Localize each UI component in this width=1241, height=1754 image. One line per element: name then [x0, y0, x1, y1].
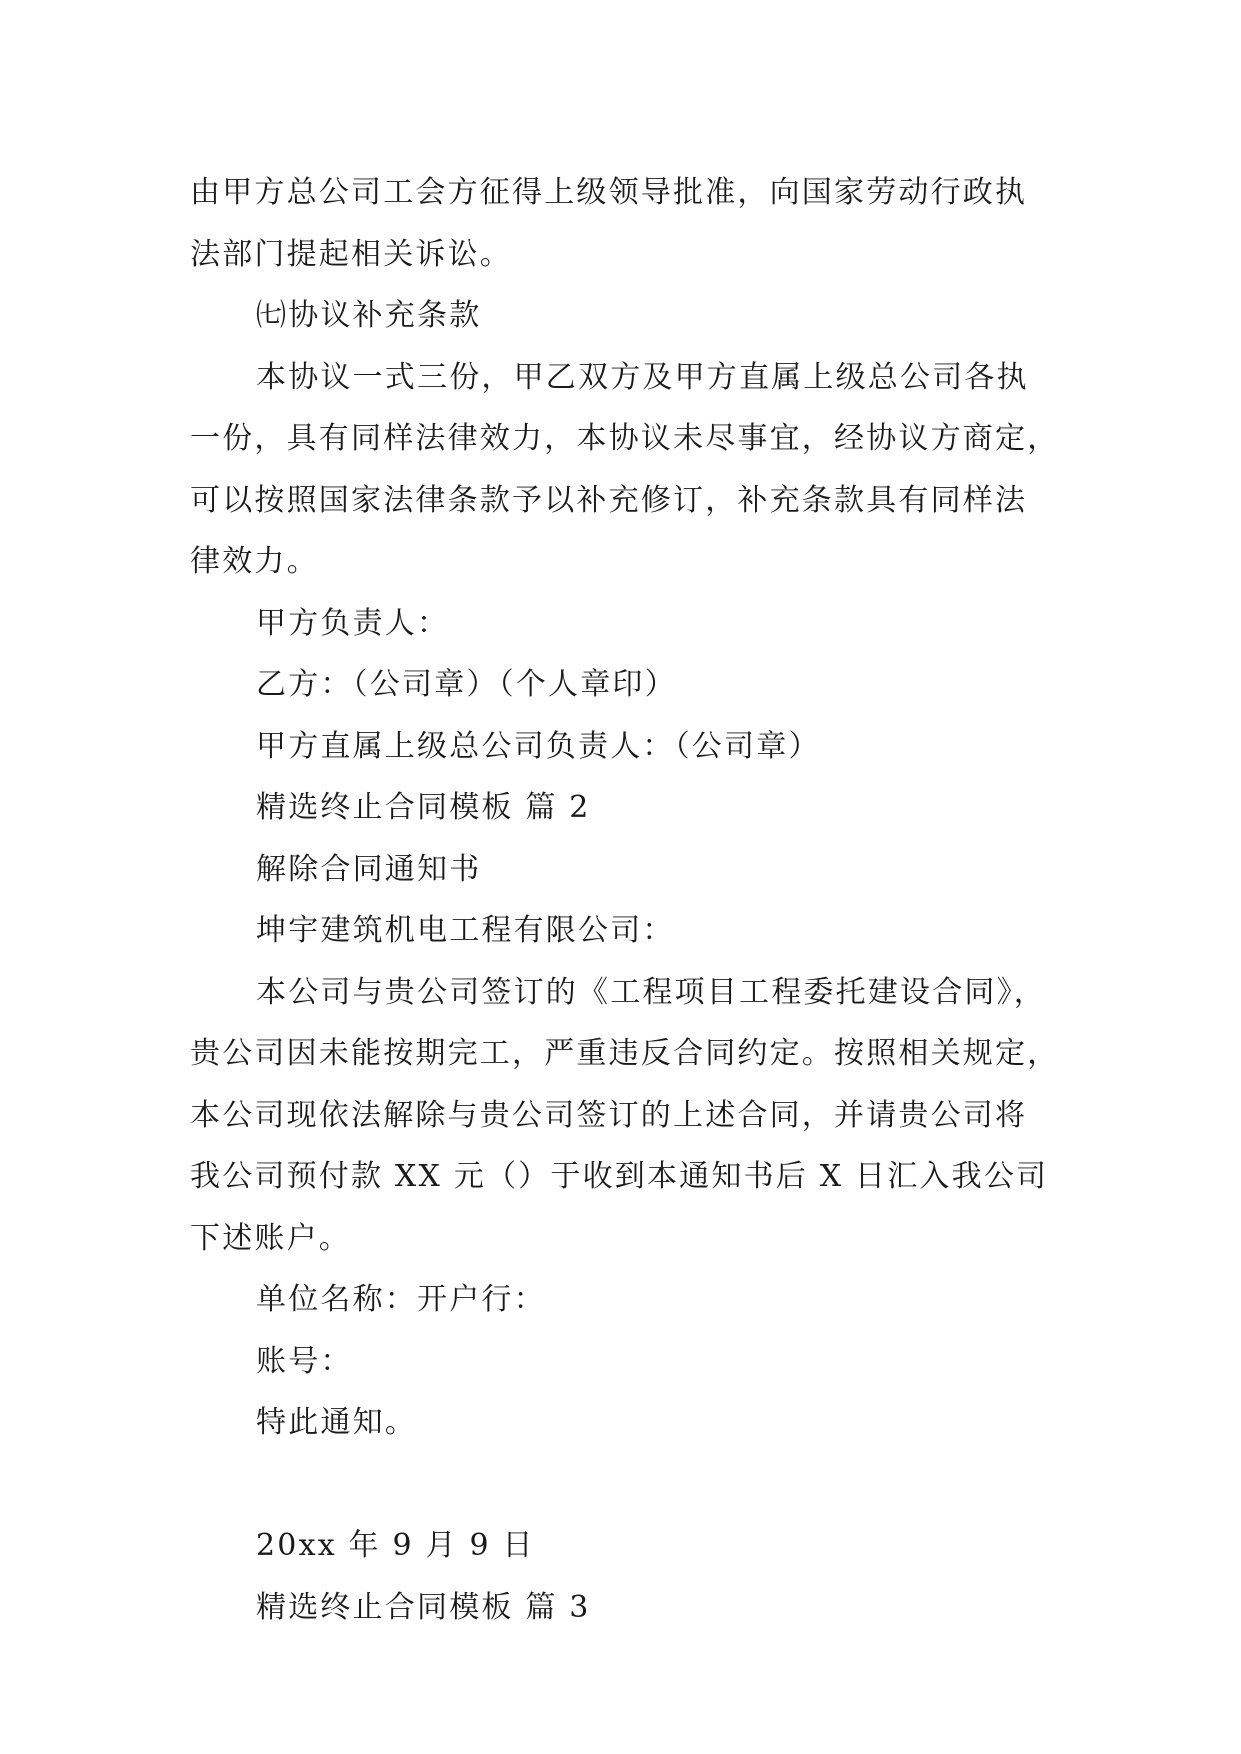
text-line: 本协议一式三份，甲乙双方及甲方直属上级总公司各执 [256, 359, 1029, 395]
text-line: 本公司与贵公司签订的《工程项目工程委托建设合同》， [256, 974, 1046, 1010]
paragraph-appeal [190, 162, 1070, 285]
text-line: 我公司预付款 XX 元（）于收到本通知书后 X 日汇入我公司 [190, 1159, 1049, 1194]
text-line: 可以按照国家法律条款予以补充修订，补充条款具有同样法 [190, 482, 1028, 518]
notice-addressee: 坤宇建筑机电工程有限公司： [256, 913, 675, 948]
heading-supplementary-clauses: ㈦协议补充条款 [256, 298, 482, 333]
blank-line [190, 1454, 1070, 1516]
notice-title: 解除合同通知书 [256, 851, 482, 887]
paragraph-copies [190, 347, 1070, 593]
section-title-2: 精选终止合同模板 篇 2 [256, 790, 591, 825]
section-title-3: 精选终止合同模板 篇 3 [256, 1589, 591, 1625]
account-number: 账号： [256, 1343, 353, 1379]
text-line: 法部门提起相关诉讼。 [190, 236, 512, 272]
text-line: 律效力。 [190, 544, 319, 579]
paragraph-notice [190, 962, 1070, 1270]
signature-party-a-parent: 甲方直属上级总公司负责人：（公司章） [256, 728, 821, 764]
notice-date: 20xx 年 9 月 9 日 [256, 1528, 535, 1563]
text-line: 一份，具有同样法律效力，本协议未尽事宜，经协议方商定， [190, 421, 1060, 456]
text-line: 下述账户。 [190, 1220, 351, 1256]
text-line: 贵公司因未能按期完工，严重违反合同约定。按照相关规定， [190, 1036, 1060, 1071]
document-body [190, 162, 1070, 1638]
signature-party-b: 乙方：（公司章）（个人章印） [256, 667, 677, 702]
notice-closing: 特此通知。 [256, 1405, 417, 1440]
text-line: 由甲方总公司工会方征得上级领导批准，向国家劳动行政执 [190, 175, 1028, 210]
signature-party-a: 甲方负责人： [256, 605, 450, 641]
text-line: 本公司现依法解除与贵公司签订的上述合同，并请贵公司将 [190, 1097, 1028, 1133]
account-name-bank: 单位名称：开户行： [256, 1282, 546, 1317]
